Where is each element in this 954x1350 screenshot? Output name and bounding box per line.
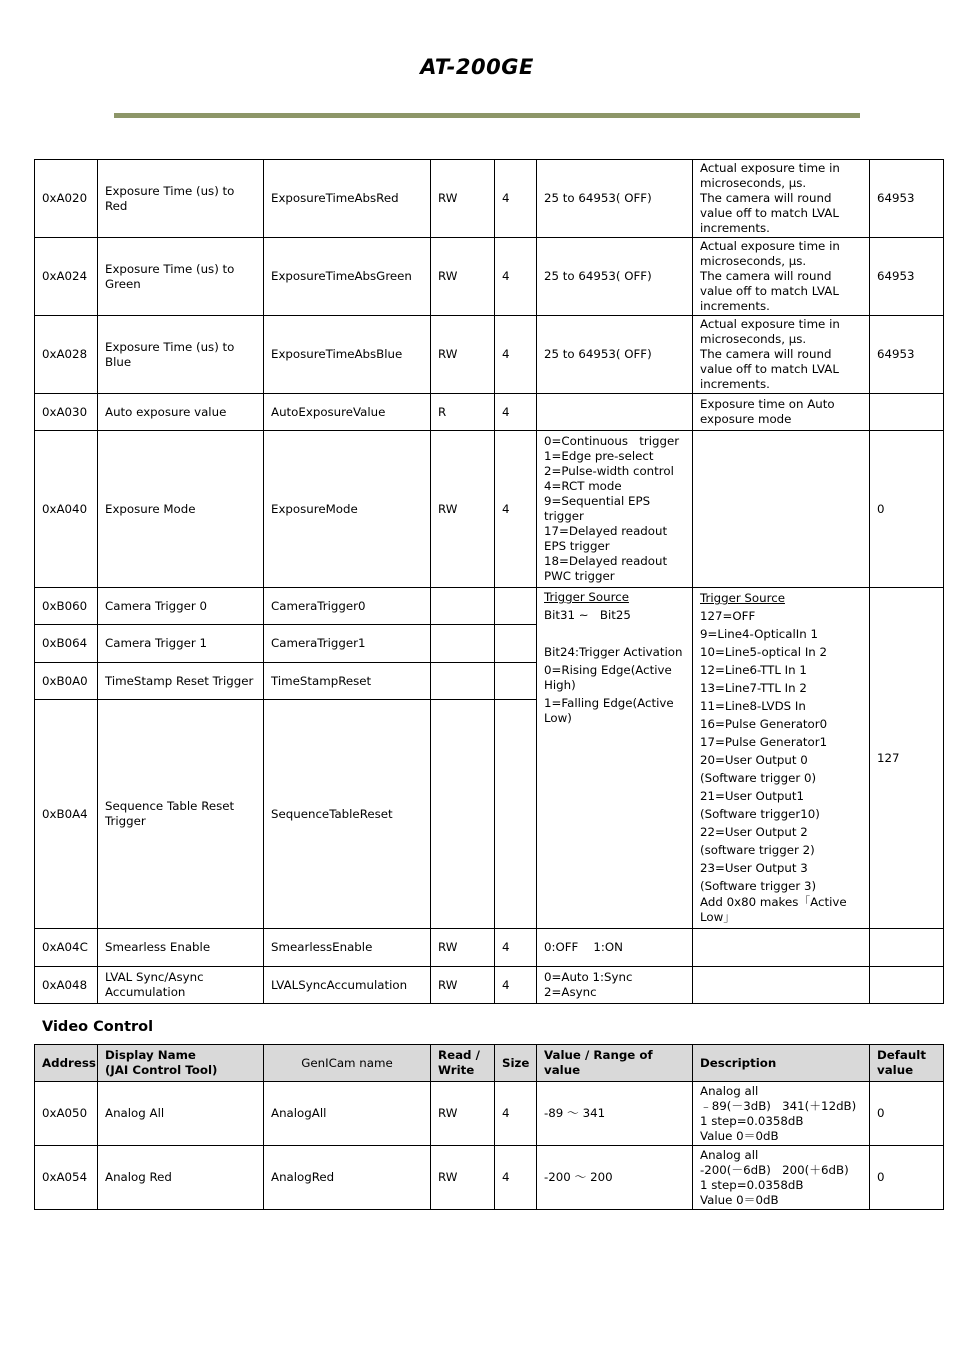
size-cell: 4 — [495, 394, 537, 431]
genicam-cell: ExposureTimeAbsGreen — [264, 238, 431, 316]
description-line: The camera will round value off to match LVAL increments. — [700, 269, 839, 313]
description-cell — [693, 967, 870, 1004]
rw-cell: RW — [431, 238, 495, 316]
description-line: 1 step=0.0358dB — [700, 1177, 804, 1192]
address-cell: 0xA04C — [35, 929, 98, 967]
address-cell: 0xA020 — [35, 160, 98, 238]
display-name-cell: Sequence Table Reset Trigger — [98, 700, 264, 929]
table-header-row — [35, 1045, 944, 1082]
default-cell: 64953 — [870, 316, 944, 394]
rw-cell — [431, 700, 495, 929]
value-line: 17=Delayed readout EPS trigger — [544, 524, 668, 553]
table-row — [35, 160, 944, 238]
trigger-source-option: 10=Line5-optical In 2 — [700, 645, 828, 659]
description-line: Value 0＝0dB — [700, 1192, 779, 1207]
description-line: Analog all — [700, 1083, 759, 1098]
rw-cell: R — [431, 394, 495, 431]
display-name-cell: Exposure Time (us) to Green — [98, 238, 264, 316]
rw-cell: RW — [431, 929, 495, 967]
trigger-value-range-cell — [537, 588, 693, 929]
value-line: 4=RCT mode — [544, 479, 622, 493]
default-cell — [870, 394, 944, 431]
genicam-cell: AnalogRed — [264, 1146, 431, 1210]
size-cell: 4 — [495, 431, 537, 588]
value-line: 0=Continuous trigger — [544, 434, 680, 448]
description-cell — [693, 1146, 870, 1210]
value-range-cell: 0:OFF 1:ON — [537, 929, 693, 967]
genicam-cell: ExposureTimeAbsRed — [264, 160, 431, 238]
description-cell — [693, 394, 870, 431]
address-cell: 0xA048 — [35, 967, 98, 1004]
size-cell — [495, 663, 537, 700]
description-line: ﹣89(－3dB) 341(＋12dB) — [700, 1098, 857, 1113]
rw-cell: RW — [431, 967, 495, 1004]
table-row — [35, 1082, 944, 1146]
trigger-source-heading: Trigger Source — [544, 590, 629, 604]
trigger-source-option: 13=Line7-TTL In 2 — [700, 681, 807, 695]
column-header-line: Default — [877, 1048, 926, 1062]
activation-option: 0=Rising Edge(Active High) — [544, 663, 672, 692]
rw-cell: RW — [431, 431, 495, 588]
value-line: 2=Pulse-width control — [544, 464, 674, 478]
column-header: Address — [35, 1045, 98, 1082]
column-header: Size — [495, 1045, 537, 1082]
size-cell — [495, 700, 537, 929]
value-line: 9=Sequential EPS trigger — [544, 494, 651, 523]
genicam-cell: SequenceTableReset — [264, 700, 431, 929]
column-header-line: Display Name — [105, 1048, 196, 1062]
table-row — [35, 238, 944, 316]
trigger-source-option: 22=User Output 2 — [700, 825, 808, 839]
column-header — [870, 1045, 944, 1082]
display-name-cell: Exposure Time (us) to Blue — [98, 316, 264, 394]
size-cell: 4 — [495, 1146, 537, 1210]
value-range-cell: 25 to 64953( OFF) — [537, 316, 693, 394]
display-name-cell: Smearless Enable — [98, 929, 264, 967]
genicam-cell: ExposureTimeAbsBlue — [264, 316, 431, 394]
rw-cell — [431, 663, 495, 700]
description-line: The camera will round value off to match LVAL increments. — [700, 191, 839, 235]
column-header — [431, 1045, 495, 1082]
column-header-line: value — [877, 1063, 914, 1077]
genicam-cell: CameraTrigger0 — [264, 588, 431, 625]
display-name-cell: Exposure Mode — [98, 431, 264, 588]
trigger-source-option: (Software trigger10) — [700, 807, 820, 821]
column-header — [98, 1045, 264, 1082]
size-cell: 4 — [495, 967, 537, 1004]
table-row — [35, 316, 944, 394]
address-cell: 0xA050 — [35, 1082, 98, 1146]
display-name-cell: Analog All — [98, 1082, 264, 1146]
trigger-description-cell — [693, 588, 870, 929]
address-cell: 0xA028 — [35, 316, 98, 394]
size-cell: 4 — [495, 160, 537, 238]
register-table — [34, 159, 944, 1004]
trigger-source-option: 12=Line6-TTL In 1 — [700, 663, 807, 677]
rw-cell — [431, 625, 495, 663]
description-line: Analog all — [700, 1147, 759, 1162]
trigger-source-option: (software trigger 2) — [700, 843, 815, 857]
default-cell: 0 — [870, 1146, 944, 1210]
genicam-cell: ExposureMode — [264, 431, 431, 588]
trigger-source-option: Add 0x80 makes「Active Low」 — [700, 895, 847, 924]
address-cell: 0xB060 — [35, 588, 98, 625]
trigger-source-option: 17=Pulse Generator1 — [700, 735, 828, 749]
table-row — [35, 1146, 944, 1210]
table-row — [35, 967, 944, 1004]
default-cell: 127 — [870, 588, 944, 929]
display-name-cell: Auto exposure value — [98, 394, 264, 431]
trigger-source-option: 21=User Output1 — [700, 789, 805, 803]
document-title: AT-200GE — [420, 55, 534, 79]
default-cell — [870, 967, 944, 1004]
description-cell — [693, 160, 870, 238]
size-cell: 4 — [495, 238, 537, 316]
value-range-cell: 0=Auto 1:Sync 2=Async — [537, 967, 693, 1004]
value-range-cell: -200 ～ 200 — [537, 1146, 693, 1210]
size-cell — [495, 588, 537, 625]
column-header-line: Read / — [438, 1048, 480, 1062]
display-name-cell: Analog Red — [98, 1146, 264, 1210]
description-line: Exposure time on Auto exposure mode — [700, 397, 835, 426]
default-cell: 0 — [870, 431, 944, 588]
description-line: Actual exposure time in microseconds, µs. — [700, 317, 840, 346]
table-row — [35, 394, 944, 431]
size-cell: 4 — [495, 1082, 537, 1146]
activation-option: 1=Falling Edge(Active Low) — [544, 696, 674, 725]
address-cell: 0xA040 — [35, 431, 98, 588]
address-cell: 0xA054 — [35, 1146, 98, 1210]
description-cell — [693, 238, 870, 316]
section-title: Video Control — [42, 1019, 154, 1035]
size-cell: 4 — [495, 929, 537, 967]
rw-cell: RW — [431, 160, 495, 238]
column-header-line: (JAI Control Tool) — [105, 1063, 218, 1077]
description-line: -200(－6dB) 200(＋6dB) — [700, 1162, 849, 1177]
trigger-source-option: 16=Pulse Generator0 — [700, 717, 828, 731]
trigger-source-option: 127=OFF — [700, 609, 756, 623]
default-cell: 64953 — [870, 160, 944, 238]
default-cell: 0 — [870, 1082, 944, 1146]
trigger-source-heading: Trigger Source — [700, 591, 785, 605]
genicam-cell: AnalogAll — [264, 1082, 431, 1146]
description-line: Actual exposure time in microseconds, µs. — [700, 239, 840, 268]
trigger-source-option: (Software trigger 0) — [700, 771, 817, 785]
table-row — [35, 929, 944, 967]
value-range-cell — [537, 394, 693, 431]
column-header-line: Write — [438, 1063, 475, 1077]
bits-line: Bit31 ~ Bit25 — [544, 608, 631, 622]
genicam-cell: SmearlessEnable — [264, 929, 431, 967]
rw-cell: RW — [431, 1146, 495, 1210]
trigger-source-option: 20=User Output 0 — [700, 753, 808, 767]
genicam-cell: TimeStampReset — [264, 663, 431, 700]
description-line: The camera will round value off to match LVAL increments. — [700, 347, 839, 391]
rw-cell: RW — [431, 316, 495, 394]
description-line: 1 step=0.0358dB — [700, 1113, 804, 1128]
value-range-cell — [537, 431, 693, 588]
description-cell — [693, 1082, 870, 1146]
header-rule — [114, 113, 860, 118]
column-header: Value / Range of value — [537, 1045, 693, 1082]
description-line: Actual exposure time in microseconds, µs. — [700, 161, 840, 190]
value-range-cell: 25 to 64953( OFF) — [537, 160, 693, 238]
genicam-cell: CameraTrigger1 — [264, 625, 431, 663]
column-header: Description — [693, 1045, 870, 1082]
address-cell: 0xB0A4 — [35, 700, 98, 929]
display-name-cell: Exposure Time (us) to Red — [98, 160, 264, 238]
trigger-source-option: 9=Line4-OpticalIn 1 — [700, 627, 818, 641]
description-cell — [693, 431, 870, 588]
rw-cell: RW — [431, 1082, 495, 1146]
table-row — [35, 588, 944, 625]
genicam-cell: LVALSyncAccumulation — [264, 967, 431, 1004]
description-cell — [693, 929, 870, 967]
value-range-cell: 25 to 64953( OFF) — [537, 238, 693, 316]
value-range-cell: -89 ～ 341 — [537, 1082, 693, 1146]
display-name-cell: LVAL Sync/Async Accumulation — [98, 967, 264, 1004]
default-cell: 64953 — [870, 238, 944, 316]
value-line: 18=Delayed readout PWC trigger — [544, 554, 668, 583]
address-cell: 0xB0A0 — [35, 663, 98, 700]
trigger-source-option: 11=Line8-LVDS In — [700, 699, 806, 713]
description-cell — [693, 316, 870, 394]
default-cell — [870, 929, 944, 967]
trigger-source-option: 23=User Output 3 — [700, 861, 808, 875]
rw-cell — [431, 588, 495, 625]
address-cell: 0xB064 — [35, 625, 98, 663]
display-name-cell: Camera Trigger 1 — [98, 625, 264, 663]
value-line: 1=Edge pre-select — [544, 449, 654, 463]
address-cell: 0xA030 — [35, 394, 98, 431]
description-line: Value 0＝0dB — [700, 1128, 779, 1143]
video-control-table — [34, 1044, 944, 1210]
trigger-source-option: (Software trigger 3) — [700, 879, 817, 893]
table-row — [35, 431, 944, 588]
size-cell — [495, 625, 537, 663]
column-header: GenICam name — [264, 1045, 431, 1082]
display-name-cell: TimeStamp Reset Trigger — [98, 663, 264, 700]
activation-line: Bit24:Trigger Activation — [544, 645, 683, 659]
address-cell: 0xA024 — [35, 238, 98, 316]
display-name-cell: Camera Trigger 0 — [98, 588, 264, 625]
genicam-cell: AutoExposureValue — [264, 394, 431, 431]
size-cell: 4 — [495, 316, 537, 394]
